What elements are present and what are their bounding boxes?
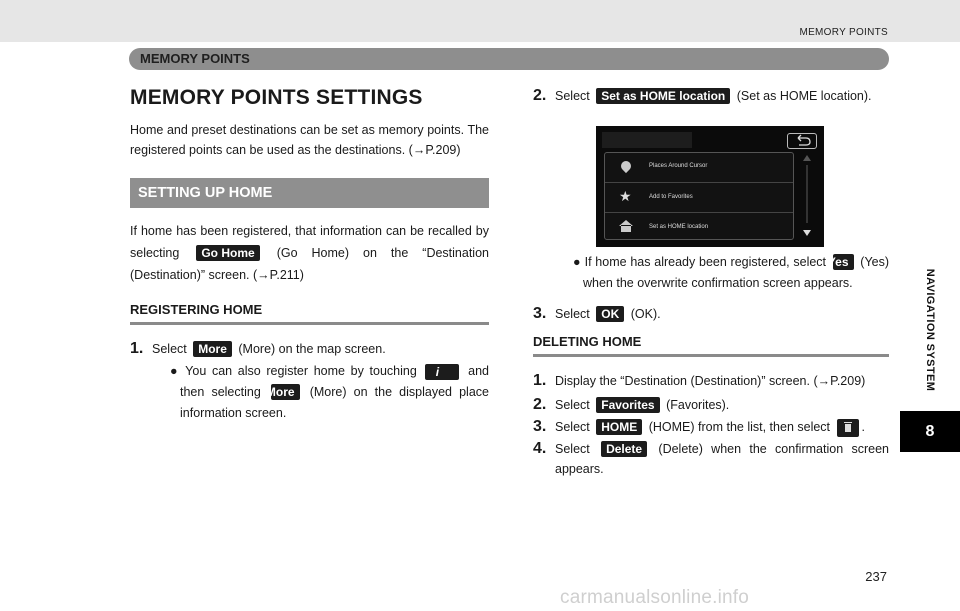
- step-text: (More) on the map screen.: [238, 342, 386, 356]
- setting-text-1: If home has been registered, that information can be recalled by selecting: [130, 224, 489, 260]
- bullet-text: (More) on the displayed place information screen.: [180, 385, 489, 420]
- step-number: 2.: [533, 396, 547, 413]
- register-step-3: [533, 304, 889, 324]
- page-title: MEMORY POINTS SETTINGS: [130, 86, 423, 109]
- favorites-button[interactable]: Favorites: [596, 397, 659, 413]
- step-text: (Delete) when the confirmation screen appears.: [555, 442, 889, 476]
- step-text: Select: [555, 89, 590, 103]
- step-text: Select: [555, 398, 590, 412]
- step-text: Select: [555, 442, 590, 456]
- step-text: (OK).: [630, 307, 661, 321]
- menu-list: [604, 152, 794, 240]
- home-icon: [618, 219, 634, 233]
- chapter-number: 8: [900, 411, 960, 452]
- intro-paragraph: Home and preset destinations can be set as memory points. The registered points can be used as the destinations. (→P.209): [130, 123, 489, 157]
- step-number: 1.: [130, 340, 144, 357]
- info-button[interactable]: [425, 364, 459, 380]
- setting-up-home-heading: SETTING UP HOME: [130, 178, 489, 208]
- registering-home-heading: REGISTERING HOME: [130, 300, 489, 325]
- step-text: (HOME) from the list, then select: [648, 420, 831, 434]
- section-label-bar: [129, 48, 889, 70]
- delete-step-3: 3. Select HOME (HOME) from the list, then select .: [533, 418, 865, 435]
- delete-step-2: [533, 395, 889, 415]
- menu-item-set-home[interactable]: [605, 213, 793, 241]
- nav-screen-image: [596, 126, 824, 247]
- deleting-home-heading: DELETING HOME: [533, 332, 889, 357]
- step-text: Select: [152, 342, 187, 356]
- menu-item-favorites[interactable]: [605, 183, 793, 213]
- bullet-text: and then selecting: [180, 364, 489, 399]
- yes-button[interactable]: Yes: [833, 254, 854, 270]
- ok-button[interactable]: OK: [596, 306, 624, 322]
- register-step-2: [533, 86, 889, 106]
- bullet-text: (Yes) when the overwrite confirmation screen appears.: [583, 255, 889, 290]
- step-text: Select: [555, 307, 590, 321]
- section-label: MEMORY POINTS: [140, 51, 250, 66]
- menu-item-label: Places Around Cursor: [649, 163, 708, 169]
- menu-item-label: Set as HOME location: [649, 224, 709, 230]
- back-button[interactable]: [787, 133, 817, 149]
- more-button-2[interactable]: More: [271, 384, 300, 400]
- bullet-text: ● If home has already been registered, select: [573, 255, 827, 269]
- overwrite-bullet: [569, 252, 889, 294]
- running-title: MEMORY POINTS: [799, 27, 888, 38]
- pin-icon: [619, 159, 633, 173]
- trash-button[interactable]: [837, 419, 859, 437]
- more-button[interactable]: More: [193, 341, 232, 357]
- step-number: 3.: [533, 305, 547, 322]
- star-icon: ★: [619, 188, 632, 204]
- right-column: [533, 86, 889, 106]
- delete-step-4: [533, 439, 889, 479]
- right-column-lower: [533, 252, 889, 479]
- top-header-bar: [0, 0, 960, 42]
- scroll-arrows-icon: [802, 152, 812, 240]
- left-column: [130, 88, 489, 424]
- back-arrow-icon: [788, 134, 816, 148]
- scrollbar[interactable]: [802, 152, 812, 240]
- go-home-button[interactable]: Go Home: [196, 245, 259, 261]
- info-icon: i: [435, 364, 440, 379]
- step-text: Display the “Destination (Destination)” screen. (→P.209): [555, 374, 866, 388]
- delete-step-1: [533, 371, 889, 391]
- step-text: (Set as HOME location).: [736, 89, 872, 103]
- setting-paragraph: [130, 220, 489, 286]
- step-number: 4.: [533, 440, 547, 457]
- step-text: (Favorites).: [666, 398, 730, 412]
- home-button[interactable]: HOME: [596, 419, 642, 435]
- menu-item-places[interactable]: [605, 153, 793, 183]
- page-number: 237: [865, 569, 887, 584]
- side-chapter-label: NAVIGATION SYSTEM: [924, 268, 936, 392]
- set-as-home-button[interactable]: Set as HOME location: [596, 88, 730, 104]
- step-number: 1.: [533, 372, 547, 389]
- step-number: 2.: [533, 87, 547, 104]
- setting-text-2: (Go Home) on the “Destination (Destination)” screen. (→P.211): [130, 246, 489, 282]
- step-number: 3.: [533, 418, 547, 435]
- register-step-1: [130, 339, 489, 359]
- step-text: Select: [555, 420, 590, 434]
- screen-title-blur: [602, 132, 692, 148]
- register-bullet: [166, 361, 489, 424]
- menu-item-label: Add to Favorites: [649, 194, 693, 200]
- watermark: carmanualsonline.info: [560, 587, 750, 608]
- bullet-text: ● You can also register home by touching: [170, 364, 417, 378]
- delete-button[interactable]: Delete: [601, 441, 647, 457]
